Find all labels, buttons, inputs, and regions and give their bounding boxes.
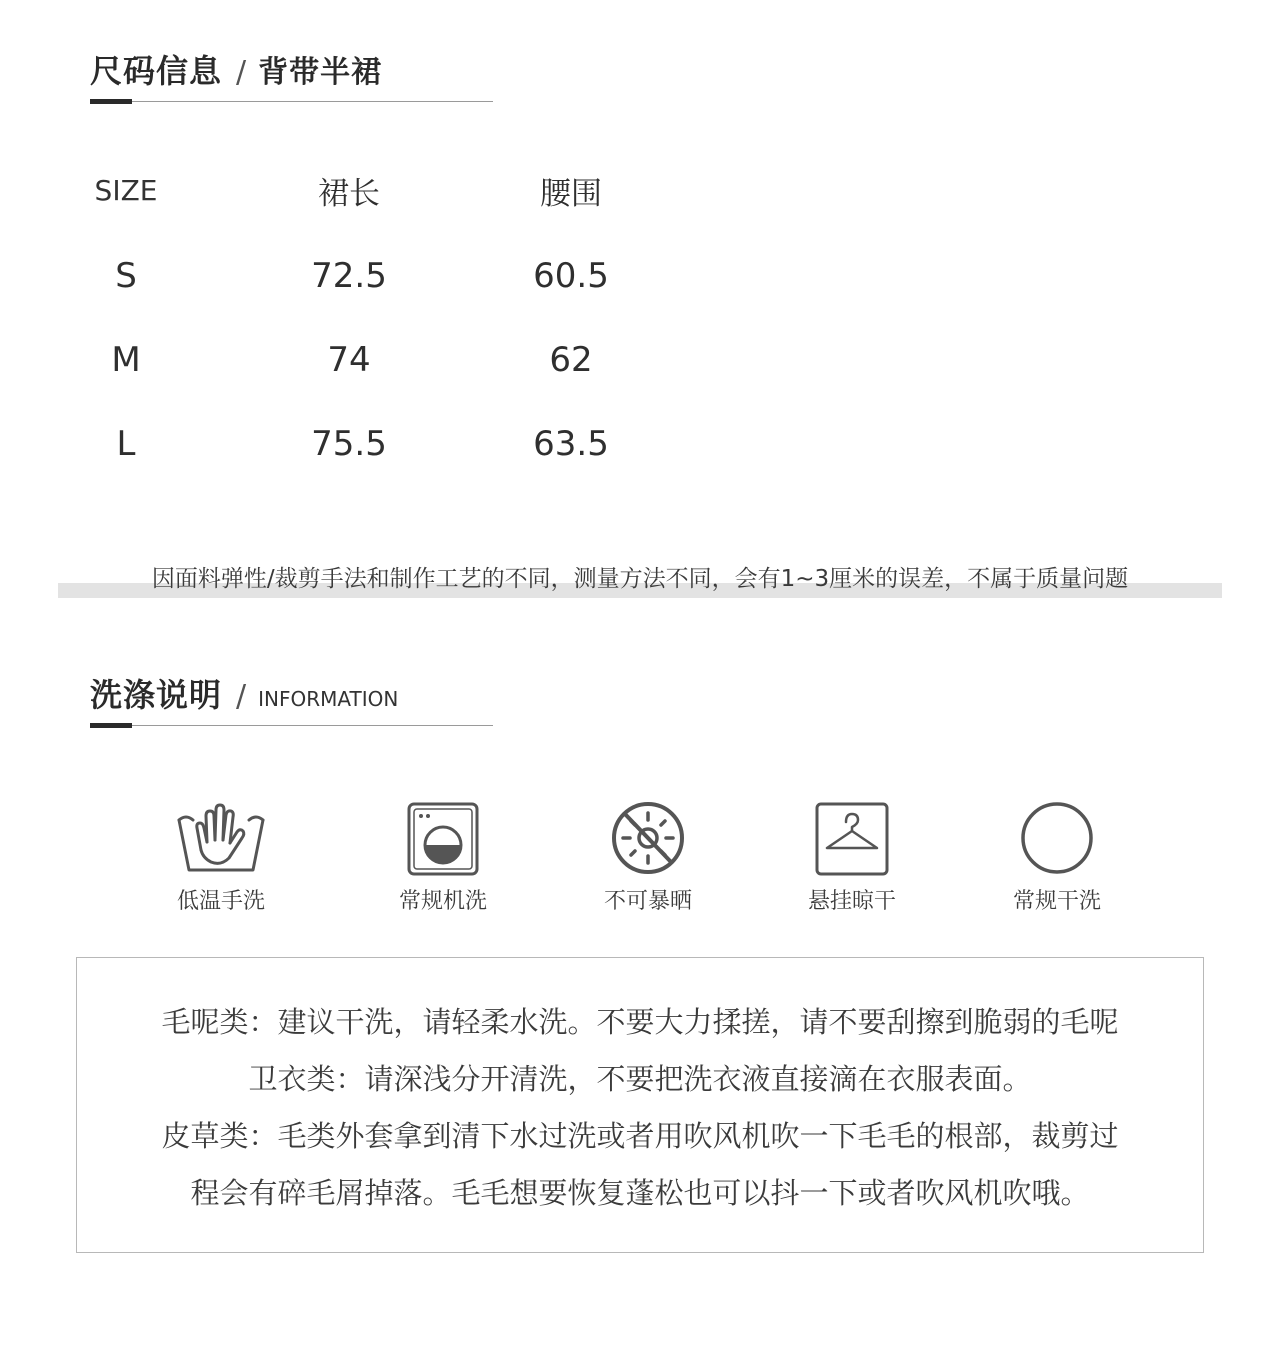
table-row [78, 402, 618, 486]
size-info-header [90, 54, 493, 104]
care-info-title-row [90, 670, 398, 716]
size-info-divider [90, 101, 493, 102]
hand-wash-icon [171, 798, 271, 878]
size-table-header-row [78, 160, 618, 220]
length-cell: 75.5 [311, 424, 387, 464]
size-cell: S [115, 256, 137, 296]
hand-wash-label: 低温手洗 [176, 889, 265, 914]
table-row [78, 318, 618, 402]
hang-dry-label: 悬挂晾干 [807, 889, 896, 914]
care-info-title: 洗涤说明 [90, 676, 223, 714]
care-icon-row [0, 798, 1280, 918]
measurement-note: 因面料弹性/裁剪手法和制作工艺的不同，测量方法不同，会有1~3厘米的误差，不属于质量问题 [151, 566, 1129, 592]
dry-clean-label: 常规干洗 [1012, 889, 1101, 914]
size-info-subtitle: 背带半裙 [258, 55, 383, 90]
size-cell: M [111, 340, 141, 380]
table-row [78, 220, 618, 318]
care-instructions-box [76, 957, 1204, 1253]
size-info-accent-bar [90, 99, 132, 104]
no-sun-label: 不可暴晒 [603, 889, 692, 914]
care-item-machine-wash [363, 798, 523, 915]
care-item-no-sun [568, 798, 728, 915]
waist-cell: 63.5 [533, 424, 609, 464]
machine-wash-label: 常规机洗 [398, 889, 487, 914]
size-info-title-row [90, 46, 382, 92]
instruction-sweatshirt: 卫衣类：请深浅分开清洗，不要把洗衣液直接滴在衣服表面。 [248, 1062, 1032, 1096]
waist-cell: 62 [549, 340, 593, 380]
care-item-hang-dry [772, 798, 932, 915]
waist-cell: 60.5 [533, 256, 609, 296]
washing-machine-icon [393, 798, 493, 878]
size-table [78, 160, 618, 486]
length-column-header: 裙长 [318, 175, 380, 212]
size-column-header: SIZE [94, 173, 158, 207]
care-info-header [90, 678, 493, 728]
length-cell: 74 [327, 340, 371, 380]
care-item-hand-wash [141, 798, 301, 915]
instruction-fur-continued: 程会有碎毛屑掉落。毛毛想要恢复蓬松也可以抖一下或者吹风机吹哦。 [190, 1176, 1090, 1210]
instruction-wool: 毛呢类：建议干洗，请轻柔水洗。不要大力揉搓，请不要刮擦到脆弱的毛呢 [161, 1005, 1119, 1039]
size-info-title: 尺码信息 [90, 52, 223, 90]
hang-dry-icon [802, 798, 902, 878]
care-item-dry-clean [977, 798, 1137, 915]
care-info-separator: / [236, 679, 247, 714]
no-sun-dry-icon [598, 798, 698, 878]
length-cell: 72.5 [311, 256, 387, 296]
care-info-divider [90, 725, 493, 726]
instruction-fur: 皮草类：毛类外套拿到清下水过洗或者用吹风机吹一下毛毛的根部，裁剪过 [161, 1119, 1119, 1153]
care-info-subtitle: INFORMATION [258, 687, 399, 711]
size-info-separator: / [236, 55, 247, 90]
waist-column-header: 腰围 [540, 175, 602, 212]
care-info-accent-bar [90, 723, 132, 728]
dry-clean-icon [1007, 798, 1107, 878]
size-cell: L [116, 424, 136, 464]
